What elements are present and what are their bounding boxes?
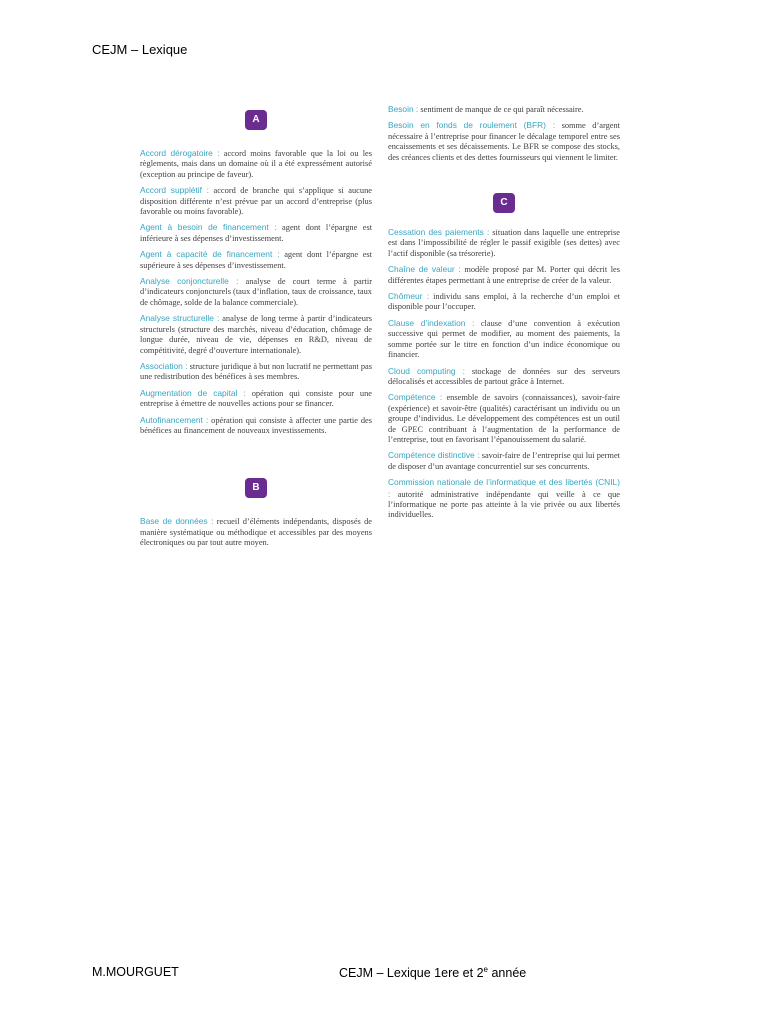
glossary-entry (140, 222, 372, 244)
section-a-badge: A (245, 110, 267, 130)
entry-definition: individu sans emploi, à la recherche d’un emploi et disponible pour l’occuper. (388, 292, 621, 312)
footer-title-main: CEJM – Lexique 1ere et 2 (339, 966, 484, 981)
entry-definition: autorité administrative indépendante qui veille à ce que l’informatique ne porte pas atteinte à la vie privée ou aux libertés individuelles. (388, 489, 621, 520)
glossary-entry (140, 516, 372, 548)
entry-term: Agent à capacité de financement : (140, 249, 280, 260)
glossary-entry (140, 185, 372, 217)
entry-definition: structure juridique à but non lucratif ne permettant pas une redistribution des bénéfices à ses membres. (140, 361, 373, 382)
entry-definition: somme d’argent nécessaire à l’entreprise pour financer le décalage temporel entre ses encaissements et ses décaissements. Le BFR se compose des stocks, des créances clients et des dettes fournisseurs qui viennent le limiter. (388, 121, 621, 162)
entry-term: Analyse structurelle : (140, 313, 220, 324)
entry-definition: savoir-faire de l’entreprise qui lui permet de disposer d’un avantage concurrentiel sur ses concurrents. (388, 451, 620, 471)
entry-definition: recueil d’éléments indépendants, disposés de manière systématique ou méthodique et accessibles par des moyens électroniques ou par tout autre moyen. (140, 517, 372, 548)
footer-title-sup: e (483, 965, 488, 974)
section-b-badge: B (245, 478, 267, 498)
entry-term: Cessation des paiements : (388, 227, 490, 238)
entry-term: Besoin : (388, 104, 419, 114)
entry-term: Autofinancement : (140, 414, 209, 425)
glossary-entry (140, 415, 372, 437)
glossary-right-column (388, 104, 620, 526)
entry-term: Cloud computing : (388, 365, 465, 376)
entry-term: Agent à besoin de financement : (140, 222, 277, 233)
entry-definition: modèle proposé par M. Porter qui décrit les différentes étapes permettant à une entreprise de créer de la valeur. (388, 265, 620, 285)
entry-term: Compétence : (388, 392, 443, 403)
entry-definition: agent dont l’épargne est inférieure à ses dépenses d’investissement. (140, 223, 373, 243)
glossary-entry (140, 276, 372, 308)
entry-term: Augmentation de capital : (140, 387, 246, 398)
entry-definition: clause d’une convention à exécution successive qui permet de modifier, au moment des paiements, la somme portée sur le titre en fonction d’un indice économique ou financier. (388, 318, 620, 360)
footer-author: M.MOURGUET (92, 965, 179, 979)
glossary-entry (388, 227, 620, 259)
entry-definition: accord de branche qui s’applique si aucune disposition différente n’est prévue par un accord d’entreprise (plus favorable ou moins favorable). (140, 186, 372, 217)
entry-definition: accord moins favorable que la loi ou les règlements, mais dans un domaine où il a été expressément autorisé (exception au principe de faveur). (140, 149, 372, 179)
entry-term: Chômeur : (388, 291, 430, 302)
section-c-badge: C (493, 193, 515, 213)
entry-term: Chaîne de valeur : (388, 264, 461, 275)
glossary-entry (140, 249, 372, 271)
page-header: CEJM – Lexique (92, 42, 188, 57)
entry-definition: sentiment de manque de ce qui paraît nécessaire. (420, 105, 584, 114)
entry-term: Compétence distinctive : (388, 450, 480, 461)
entry-definition: stockage de données sur des serveurs délocalisés et accessibles de partout grâce à Internet. (388, 366, 620, 386)
glossary-entry (140, 361, 372, 383)
glossary-entry (388, 264, 620, 286)
entry-term: Besoin en fonds de roulement (BFR) : (388, 120, 556, 131)
glossary-entry (388, 366, 620, 388)
entry-term: Analyse conjoncturelle : (140, 276, 239, 287)
entry-definition: analyse de long terme à partir d’indicateurs structurels (structure des marchés, niveau d’éducation, chômage de longue durée, niveau de vie, dépenses en R&D, niveau de compétitivité, degré d’ouverture internationale). (140, 314, 373, 355)
entry-term: Association : (140, 360, 188, 371)
entry-term: Clause d’indexation : (388, 317, 475, 328)
entry-term: Accord dérogatoire : (140, 148, 220, 158)
entry-term: Base de données : (140, 516, 214, 527)
glossary-entry (140, 388, 372, 410)
footer-title (339, 965, 526, 980)
glossary-entry (388, 120, 620, 163)
glossary-entry (388, 392, 620, 445)
entry-definition: analyse de court terme à partir d’indicateurs conjoncturels (taux d’inflation, taux de croissance, taux de chômage, solde de la balance commerciale). (140, 277, 373, 307)
entry-definition: agent dont l’épargne est supérieure à ses dépenses d’investissement. (140, 250, 373, 270)
entry-definition: opération qui consiste pour une entreprise à émettre de nouvelles actions pour se financer. (140, 388, 372, 409)
footer-title-end: année (487, 966, 527, 981)
entry-term: Commission nationale de l’informatique et des libertés (CNIL) : (388, 477, 620, 499)
entry-definition: ensemble de savoirs (connaissances), savoir-faire (expérience) et savoir-être (qualités) caractérisant un individu ou un groupe d’individus. Le développement des compétences est un outil de GPEC contribuant à l’augmentation de la performance de l’entreprise, tout en favorisant l’épanouissement du salarié. (388, 393, 621, 444)
glossary-entry (140, 148, 372, 180)
entry-definition: situation dans laquelle une entreprise est dans l’impossibilité de régler le passif exigible (ses dettes) avec l’actif disponible (sa trésorerie). (388, 228, 620, 258)
glossary-entry (388, 291, 620, 313)
glossary-entry (388, 318, 620, 361)
glossary-left-column (140, 104, 372, 554)
entry-term: Accord supplétif : (140, 185, 210, 196)
glossary-entry (140, 313, 372, 356)
glossary-entry (388, 477, 620, 521)
glossary-entry (388, 104, 620, 115)
glossary-entry (388, 450, 620, 472)
glossary-scan (132, 104, 634, 674)
entry-definition: opération qui consiste à affecter une partie des bénéfices au financement de nouveaux investissements. (140, 415, 373, 435)
